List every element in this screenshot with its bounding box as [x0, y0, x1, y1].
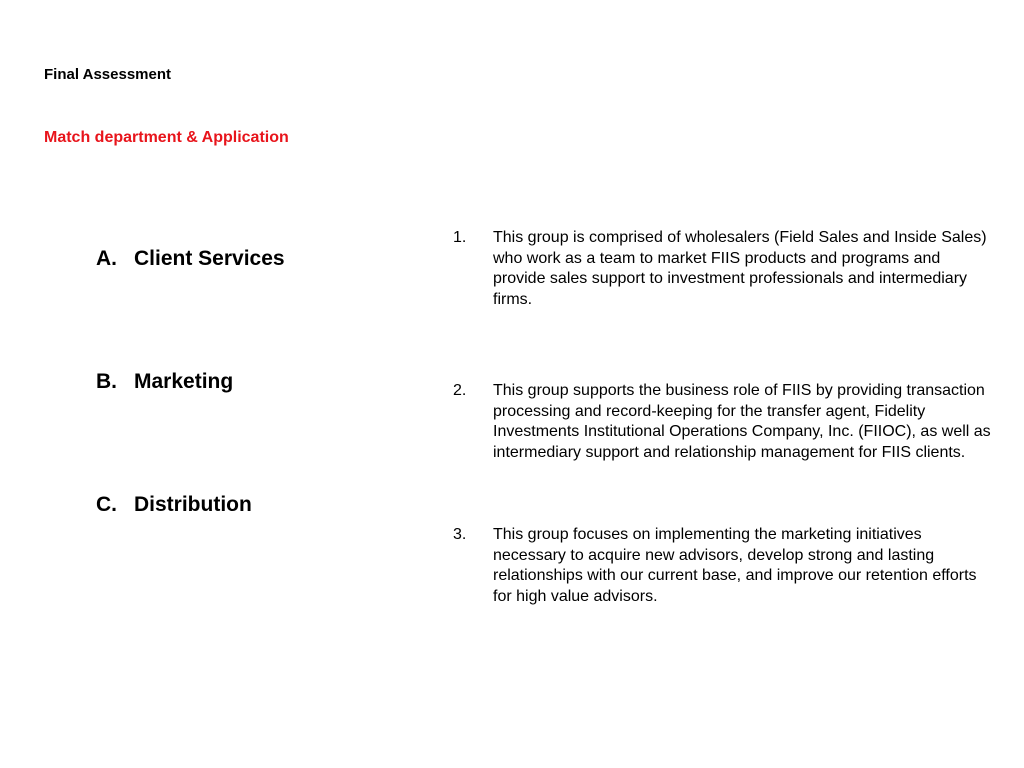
page-title: Final Assessment: [44, 66, 171, 83]
application-number: 1.: [453, 229, 467, 246]
application-number: 2.: [453, 382, 467, 399]
page-subtitle: Match department & Application: [44, 129, 289, 146]
department-letter: C.: [96, 493, 117, 516]
department-letter: A.: [96, 247, 117, 270]
department-name: Client Services: [134, 247, 285, 270]
department-name: Distribution: [134, 493, 252, 516]
application-item-1: [453, 228, 998, 310]
application-item-2: [453, 381, 998, 463]
application-description: This group supports the business role of FIIS by providing transaction processing and record-keeping for the transfer agent, Fidelity Investments Institutional Operations Company, Inc. (FIIOC), as well as intermediary support and relationship management for FIIS clients.: [493, 382, 991, 461]
application-number: 3.: [453, 526, 467, 543]
department-name: Marketing: [134, 370, 234, 393]
department-letter: B.: [96, 370, 117, 393]
application-description: This group focuses on implementing the marketing initiatives necessary to acquire new advisors, develop strong and lasting relationships with our current base, and improve our retention efforts for high value advisors.: [493, 526, 977, 605]
application-description: This group is comprised of wholesalers (Field Sales and Inside Sales) who work as a team to market FIIS products and programs and provide sales support to investment professionals and intermediary firms.: [493, 229, 987, 308]
application-item-3: [453, 525, 998, 607]
